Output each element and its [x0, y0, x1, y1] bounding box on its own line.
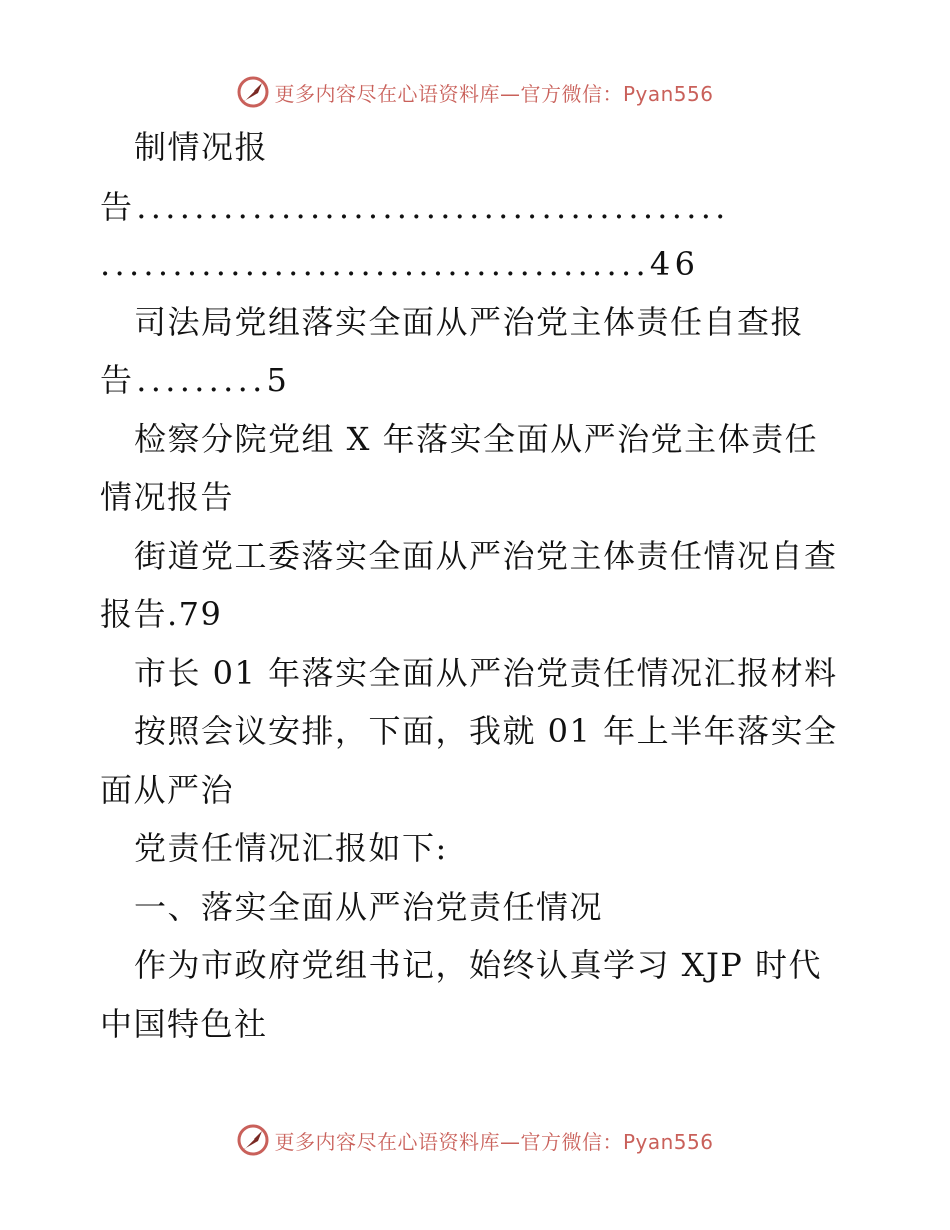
footer-watermark [0, 1120, 950, 1160]
body-line: 市长 01 年落实全面从严治党责任情况汇报材料 [134, 654, 838, 692]
body-line: 中国特色社 [100, 1005, 268, 1043]
watermark-text: 更多内容尽在心语资料库—官方微信：Pyan556 [274, 1129, 714, 1154]
section-heading: 一、落实全面从严治党责任情况 [134, 888, 604, 926]
toc-line: 制情况报 [134, 128, 269, 166]
toc-line: 检察分院党组 X 年落实全面从严治党主体责任 [134, 420, 819, 458]
toc-line: 报告.79 [100, 595, 223, 633]
body-line: 面从严治 [100, 771, 235, 809]
toc-line: 街道党工委落实全面从严治党主体责任情况自查 [134, 537, 838, 575]
body-line: 按照会议安排，下面，我就 01 年上半年落实全 [134, 712, 838, 750]
toc-line: 情况报告 [100, 478, 235, 516]
body-line: 作为市政府党组书记，始终认真学习 XJP 时代 [134, 946, 822, 984]
body-line: 党责任情况汇报如下: [134, 829, 448, 867]
toc-line: ......................................46 [100, 245, 700, 283]
toc-line: 告.........5 [100, 361, 292, 399]
toc-line: 告......................................... [100, 188, 730, 226]
header-watermark [0, 72, 950, 112]
feather-pen-logo-icon [236, 1123, 270, 1157]
watermark-text: 更多内容尽在心语资料库—官方微信：Pyan556 [274, 81, 714, 106]
feather-pen-logo-icon [236, 75, 270, 109]
toc-line: 司法局党组落实全面从严治党主体责任自查报 [134, 303, 805, 341]
